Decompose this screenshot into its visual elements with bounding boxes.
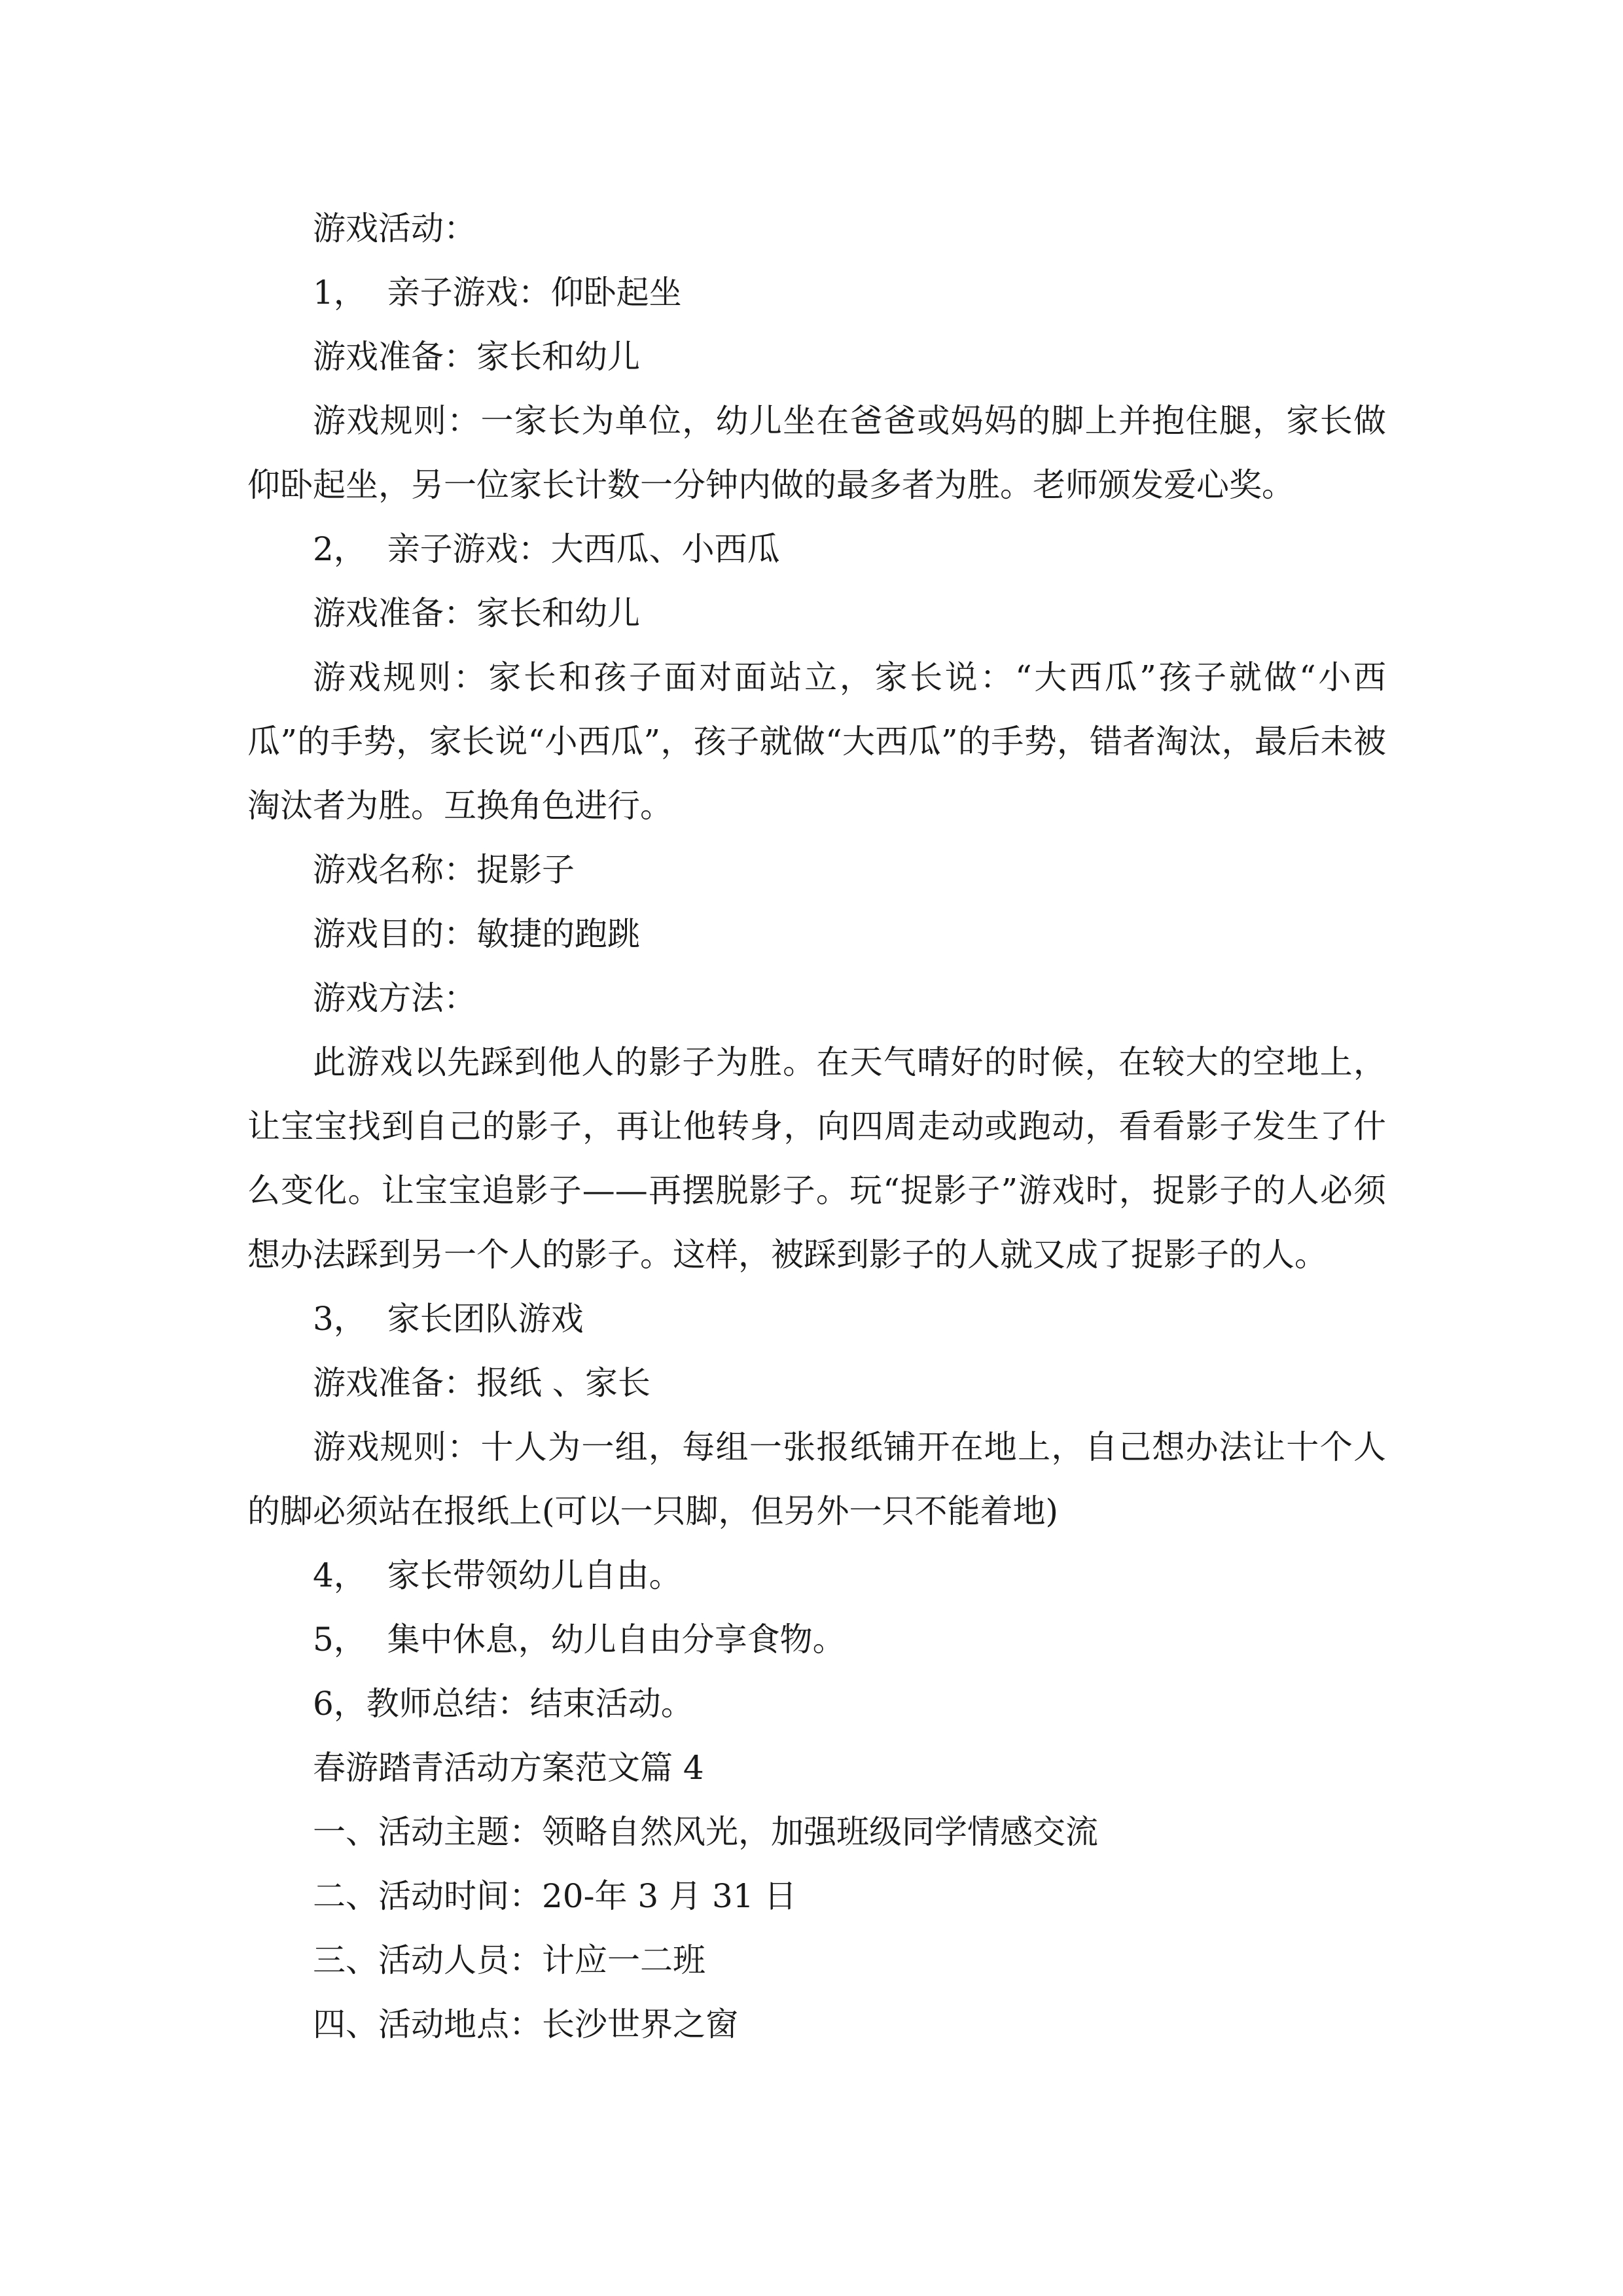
- paragraph: 三、活动人员：计应一二班: [313, 1941, 705, 1979]
- paragraph: 游戏方法：: [313, 979, 476, 1017]
- paragraph: 5， 集中休息，幼儿自由分享食物。: [313, 1621, 846, 1659]
- paragraph: 游戏活动：: [313, 209, 476, 247]
- paragraph: 游戏规则：十人为一组，每组一张报纸铺开在地上，自己想办法让十个人的脚必须站在报纸上(可以一只脚，但另外一只不能着地): [247, 1428, 1386, 1530]
- paragraph: 游戏准备：家长和幼儿: [313, 338, 640, 376]
- paragraph: 6，教师总结：结束活动。: [313, 1685, 694, 1723]
- paragraph: 游戏准备：家长和幼儿: [313, 594, 640, 632]
- paragraph: 3， 家长团队游戏: [313, 1300, 584, 1338]
- paragraph: 此游戏以先踩到他人的影子为胜。在天气晴好的时候，在较大的空地上，让宝宝找到自己的影子，再让他转身，向四周走动或跑动，看看影子发生了什么变化。让宝宝追影子——再摆脱影子。玩“捉影子”游戏时，捉影子的人必须想办法踩到另一个人的影子。这样，被踩到影子的人就又成了捉影子的人。: [247, 1043, 1386, 1274]
- paragraph: 游戏规则：家长和孩子面对面站立，家长说：“大西瓜”孩子就做“小西瓜”的手势，家长说“小西瓜”，孩子就做“大西瓜”的手势，错者淘汰，最后未被淘汰者为胜。互换角色进行。: [247, 658, 1386, 825]
- paragraph: 2， 亲子游戏：大西瓜、小西瓜: [313, 530, 780, 568]
- paragraph: 游戏目的：敏捷的跑跳: [313, 915, 640, 953]
- paragraph: 游戏规则：一家长为单位，幼儿坐在爸爸或妈妈的脚上并抱住腿，家长做仰卧起坐，另一位家长计数一分钟内做的最多者为胜。老师颁发爱心奖。: [247, 402, 1386, 504]
- document-body: [247, 196, 1386, 2056]
- paragraph: 四、活动地点：长沙世界之窗: [313, 2005, 738, 2043]
- section-title: 春游踏青活动方案范文篇 4: [313, 1749, 704, 1787]
- paragraph: 游戏名称：捉影子: [313, 851, 575, 889]
- paragraph: 一、活动主题：领略自然风光，加强班级同学情感交流: [313, 1813, 1098, 1851]
- paragraph: 二、活动时间：20-年 3 月 31 日: [313, 1877, 797, 1915]
- paragraph: 4， 家长带领幼儿自由。: [313, 1556, 682, 1594]
- paragraph: 游戏准备：报纸 、家长: [313, 1364, 651, 1402]
- paragraph: 1， 亲子游戏：仰卧起坐: [313, 274, 682, 312]
